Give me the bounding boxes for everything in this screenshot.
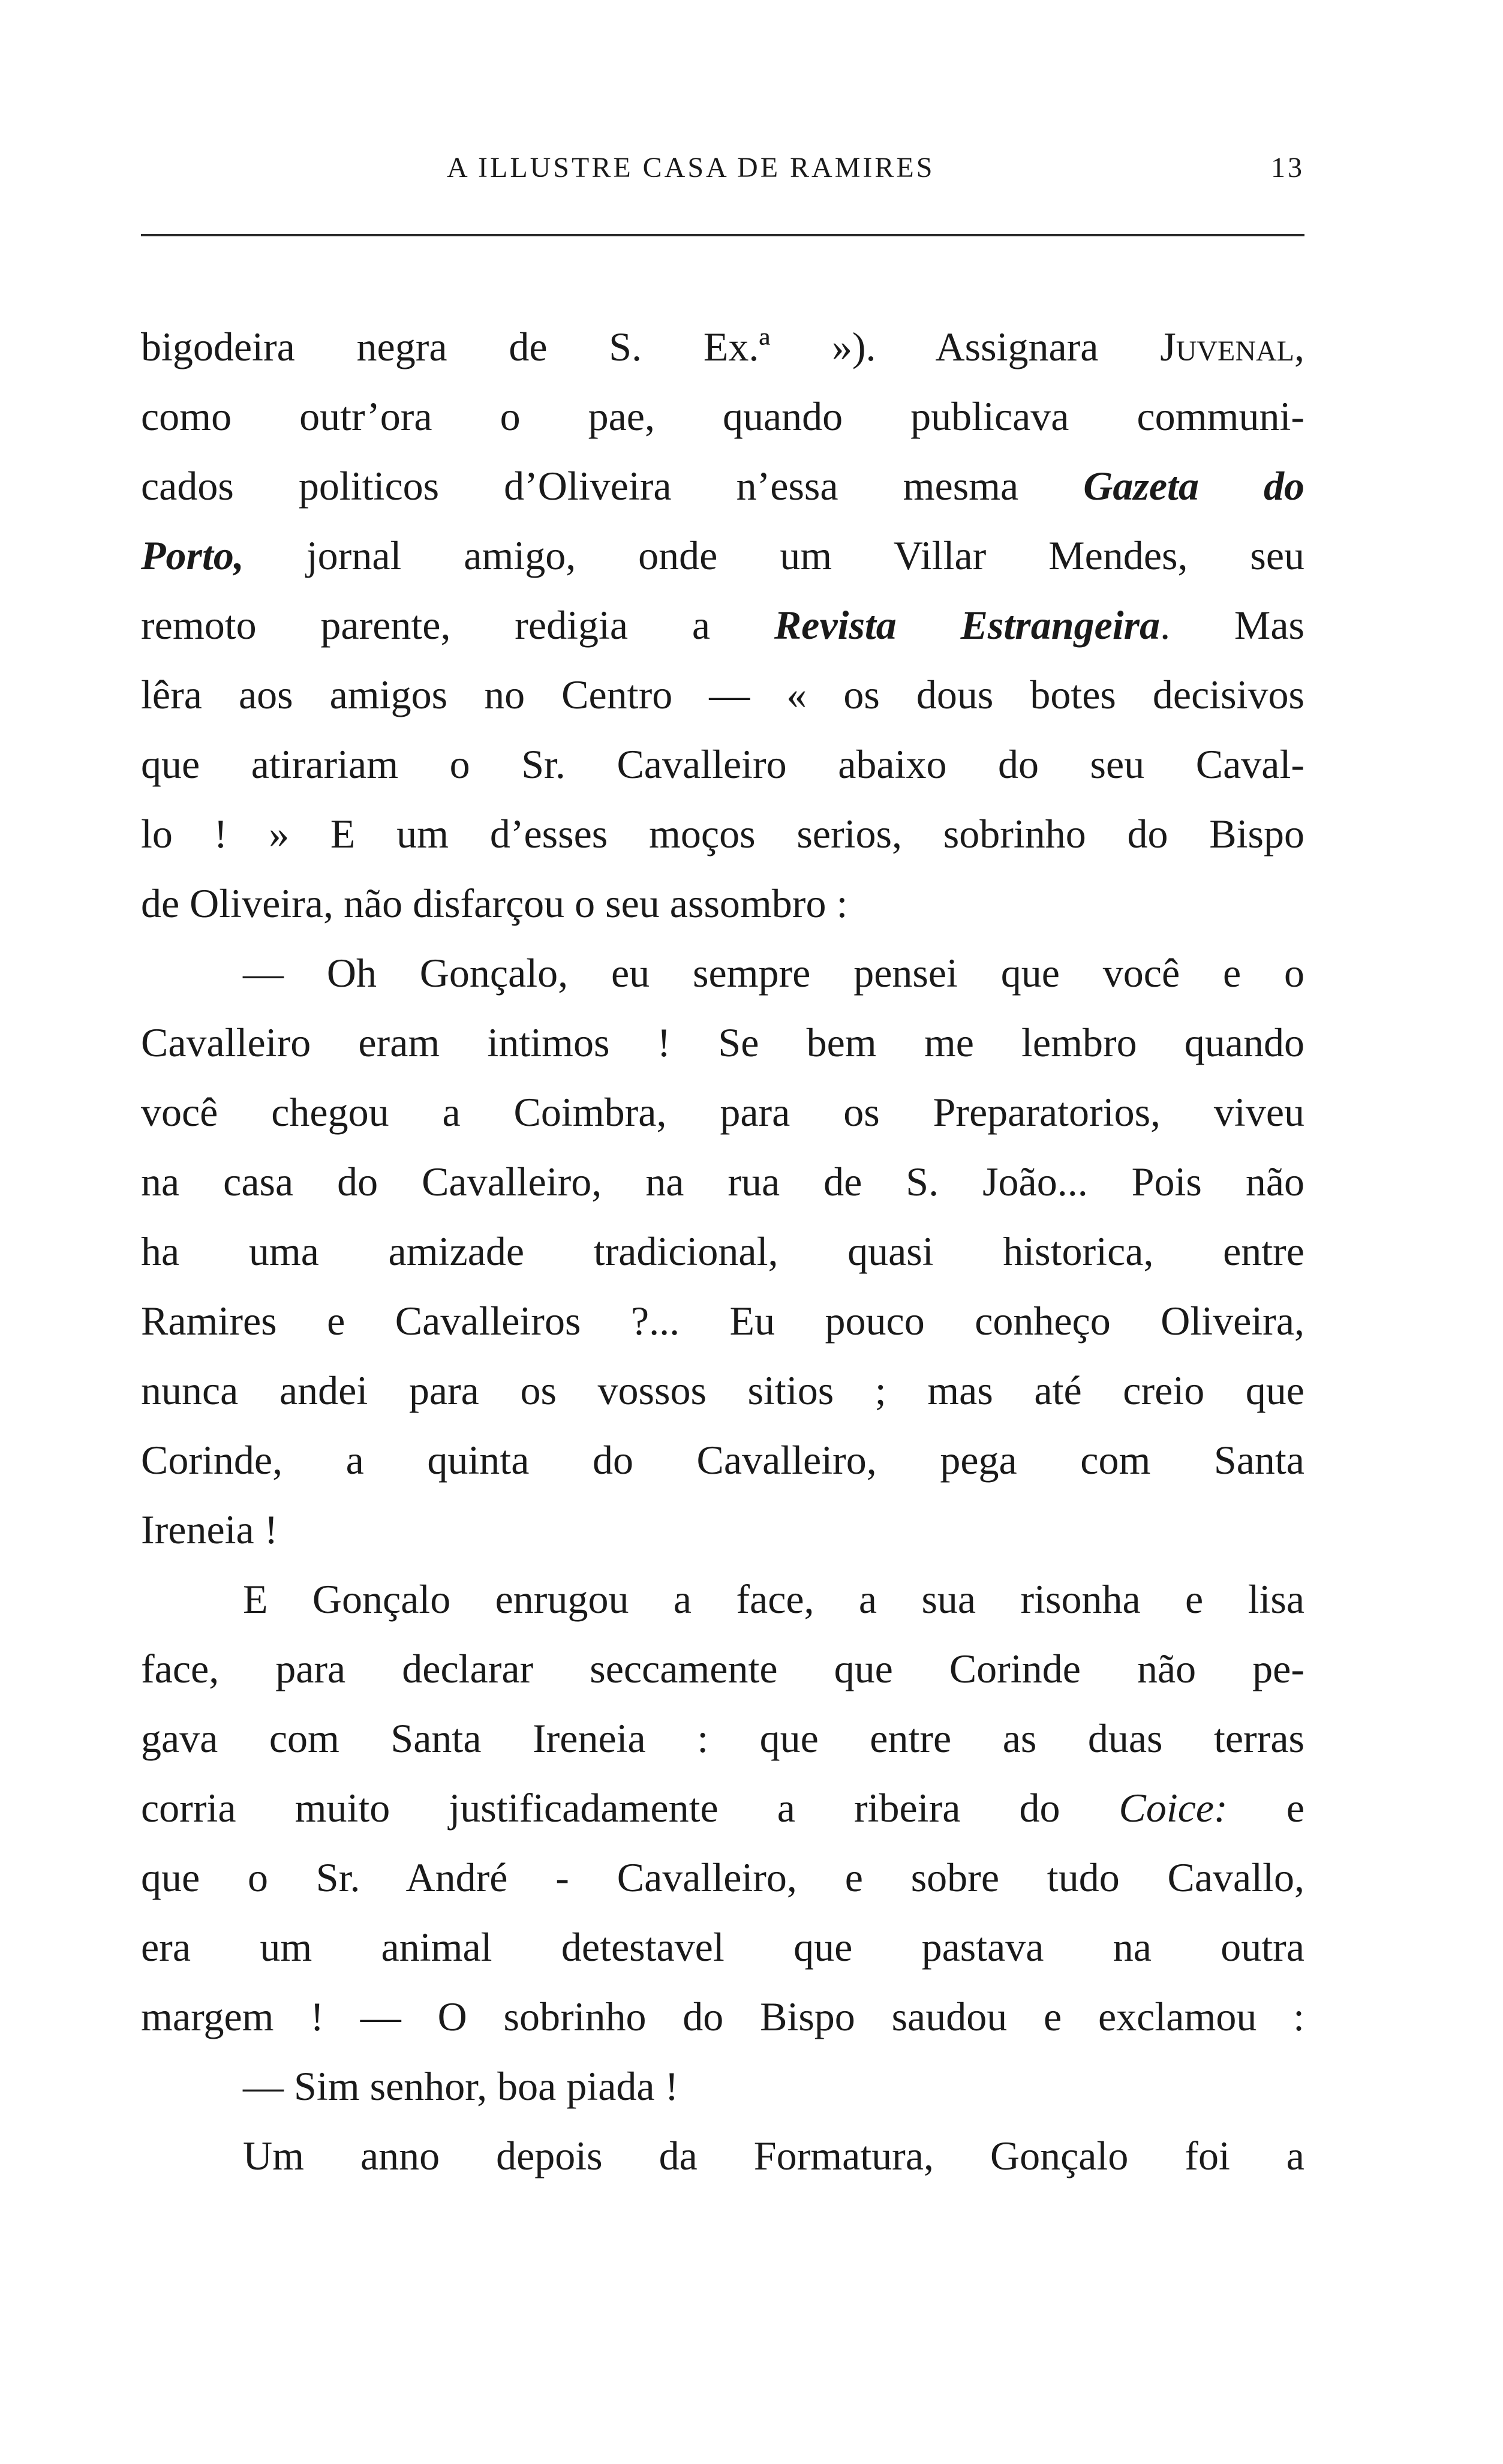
text-line: Cavalleiro eram intimos ! Se bem me lembro quando (141, 1020, 1304, 1065)
text-line: lo ! » E um d’esses moços serios, sobrinho do Bispo (141, 811, 1304, 857)
running-head (141, 151, 1304, 193)
text-line: face, para declarar seccamente que Corinde não pe- (141, 1646, 1304, 1691)
text-line: corria muito justificadamente a ribeira do Coice: e (141, 1785, 1304, 1831)
text-line: — Oh Gonçalo, eu sempre pensei que você e o (243, 950, 1304, 996)
text-line: de Oliveira, não disfarçou o seu assombro : (141, 881, 848, 926)
text-line: você chegou a Coimbra, para os Preparatorios, viveu (141, 1089, 1304, 1135)
river-name: Coice: (1119, 1785, 1228, 1831)
running-title: A ILLUSTRE CASA DE RAMIRES (447, 152, 935, 184)
text-line: que o Sr. André - Cavalleiro, e sobre tudo Cavallo, (141, 1855, 1304, 1900)
text-line: que atirariam o Sr. Cavalleiro abaixo do seu Caval- (141, 741, 1304, 787)
text-line: Ireneia ! (141, 1507, 278, 1552)
newspaper-title: Gazeta do (1083, 463, 1304, 509)
text-line: nunca andei para os vossos sitios ; mas até creio que (141, 1368, 1304, 1413)
body-text (141, 312, 1304, 2190)
text-line: na casa do Cavalleiro, na rua de S. João... Pois não (141, 1159, 1304, 1204)
text-line: Ramires e Cavalleiros ?... Eu pouco conheço Oliveira, (141, 1298, 1304, 1344)
author-pseudonym: Juvenal (1160, 324, 1294, 369)
text-line: — Sim senhor, boa piada ! (243, 2063, 679, 2109)
newspaper-title: Porto, (141, 533, 244, 578)
text-line: cados politicos d’Oliveira n’essa mesma Gazeta do (141, 463, 1304, 509)
text-line: como outr’ora o pae, quando publicava communi- (141, 393, 1304, 439)
text-line: margem ! — O sobrinho do Bispo saudou e exclamou : (141, 1994, 1304, 2039)
text-line: bigodeira negra de S. Ex.ª »). Assignara Juvenal, (141, 324, 1304, 369)
text-line: gava com Santa Ireneia : que entre as duas terras (141, 1715, 1304, 1761)
text-line: Um anno depois da Formatura, Gonçalo foi a (243, 2133, 1304, 2178)
text-line: Porto, jornal amigo, onde um Villar Mendes, seu (141, 533, 1304, 578)
text-line: E Gonçalo enrugou a face, a sua risonha e lisa (243, 1576, 1304, 1622)
page-number: 13 (1271, 152, 1304, 184)
text-line: Corinde, a quinta do Cavalleiro, pega com Santa (141, 1437, 1304, 1483)
header-rule (141, 234, 1304, 236)
text-line: era um animal detestavel que pastava na outra (141, 1924, 1304, 1970)
text-line: lêra aos amigos no Centro — « os dous botes decisivos (141, 672, 1304, 717)
text-line: ha uma amizade tradicional, quasi historica, entre (141, 1228, 1304, 1274)
magazine-title: Revista Estrangeira (774, 602, 1161, 648)
text-line: remoto parente, redigia a Revista Estrangeira. Mas (141, 602, 1304, 648)
